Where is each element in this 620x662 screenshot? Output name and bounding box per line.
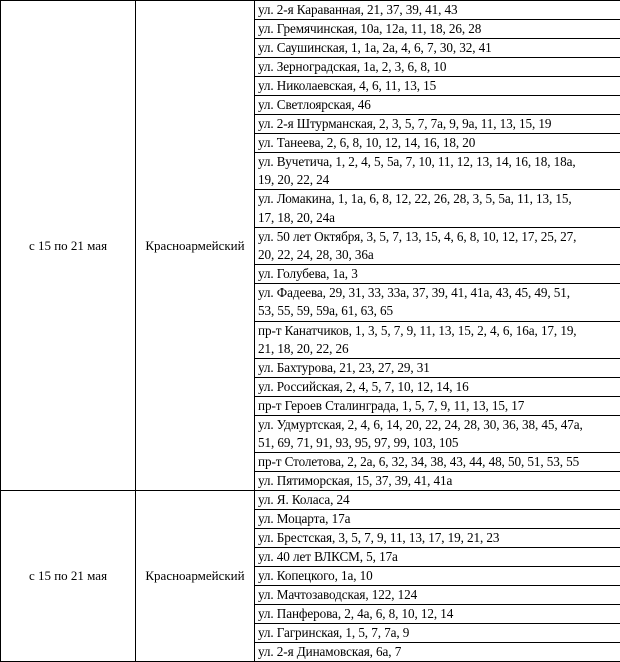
address-line	[255, 58, 620, 77]
address-line	[255, 20, 620, 39]
address-text: ул. 50 лет Октября, 3, 5, 7, 13, 15, 4, 6, 8, 10, 12, 17, 25, 27,	[258, 228, 620, 246]
address-text: пр-т Героев Сталинграда, 1, 5, 7, 9, 11, 13, 15, 17	[258, 397, 620, 415]
address-text: 21, 18, 20, 22, 26	[258, 340, 620, 358]
address-line	[255, 153, 620, 190]
address-text: пр-т Канатчиков, 1, 3, 5, 7, 9, 11, 13, 15, 2, 4, 6, 16а, 17, 19,	[258, 322, 620, 340]
address-text: ул. Брестская, 3, 5, 7, 9, 11, 13, 17, 19, 21, 23	[258, 529, 620, 547]
address-list-cell	[255, 491, 620, 662]
address-line	[255, 39, 620, 58]
address-line	[255, 359, 620, 378]
address-text: ул. Ломакина, 1, 1а, 6, 8, 12, 22, 26, 28, 3, 5, 5а, 11, 13, 15,	[258, 190, 620, 208]
date-cell: с 15 по 21 мая	[1, 1, 136, 491]
address-text: ул. Саушинская, 1, 1а, 2а, 4, 6, 7, 30, 32, 41	[258, 39, 620, 57]
district-cell: Красноармейский	[136, 1, 255, 491]
address-text: ул. Удмуртская, 2, 4, 6, 14, 20, 22, 24, 28, 30, 36, 38, 45, 47а,	[258, 416, 620, 434]
schedule-table-body	[1, 1, 620, 662]
address-text: пр-т Столетова, 2, 2а, 6, 32, 34, 38, 43, 44, 48, 50, 51, 53, 55	[258, 453, 620, 471]
address-line	[255, 491, 620, 510]
address-text: ул. Панферова, 2, 4а, 6, 8, 10, 12, 14	[258, 605, 620, 623]
schedule-row	[1, 1, 620, 491]
address-line	[255, 190, 620, 227]
address-line	[255, 378, 620, 397]
address-text: ул. Я. Коласа, 24	[258, 491, 620, 509]
address-line	[255, 643, 620, 661]
address-line	[255, 228, 620, 265]
address-line	[255, 416, 620, 453]
address-list-cell	[255, 1, 620, 491]
schedule-row	[1, 491, 620, 662]
address-text: 51, 69, 71, 91, 93, 95, 97, 99, 103, 105	[258, 434, 620, 452]
address-text: ул. 2-я Штурманская, 2, 3, 5, 7, 7а, 9, 9а, 11, 13, 15, 19	[258, 115, 620, 133]
address-text: ул. Зерноградская, 1а, 2, 3, 6, 8, 10	[258, 58, 620, 76]
address-text: ул. Светлоярская, 46	[258, 96, 620, 114]
address-text: ул. Копецкого, 1а, 10	[258, 567, 620, 585]
address-text: ул. Гагринская, 1, 5, 7, 7а, 9	[258, 624, 620, 642]
address-text: 53, 55, 59, 59а, 61, 63, 65	[258, 302, 620, 320]
address-line	[255, 510, 620, 529]
address-line	[255, 77, 620, 96]
address-line	[255, 567, 620, 586]
address-line	[255, 453, 620, 472]
address-text: ул. Голубева, 1а, 3	[258, 265, 620, 283]
address-line	[255, 284, 620, 321]
address-text: 20, 22, 24, 28, 30, 36а	[258, 246, 620, 264]
address-line	[255, 529, 620, 548]
address-text: ул. Вучетича, 1, 2, 4, 5, 5а, 7, 10, 11, 12, 13, 14, 16, 18, 18а,	[258, 153, 620, 171]
address-line	[255, 472, 620, 490]
date-cell: с 15 по 21 мая	[1, 491, 136, 662]
address-text: ул. Российская, 2, 4, 5, 7, 10, 12, 14, 16	[258, 378, 620, 396]
address-line	[255, 1, 620, 20]
address-line	[255, 134, 620, 153]
address-text: ул. Николаевская, 4, 6, 11, 13, 15	[258, 77, 620, 95]
address-line	[255, 96, 620, 115]
address-text: ул. Танеева, 2, 6, 8, 10, 12, 14, 16, 18, 20	[258, 134, 620, 152]
address-text: ул. Бахтурова, 21, 23, 27, 29, 31	[258, 359, 620, 377]
address-line	[255, 624, 620, 643]
address-line	[255, 605, 620, 624]
address-line	[255, 265, 620, 284]
address-text: ул. 2-я Караванная, 21, 37, 39, 41, 43	[258, 1, 620, 19]
address-line	[255, 548, 620, 567]
address-text: ул. Мачтозаводская, 122, 124	[258, 586, 620, 604]
district-cell: Красноармейский	[136, 491, 255, 662]
address-text: 17, 18, 20, 24а	[258, 209, 620, 227]
address-text: ул. Гремячинская, 10а, 12а, 11, 18, 26, 28	[258, 20, 620, 38]
address-line	[255, 322, 620, 359]
address-text: ул. Моцарта, 17а	[258, 510, 620, 528]
address-line	[255, 397, 620, 416]
address-text: 19, 20, 22, 24	[258, 171, 620, 189]
address-line	[255, 115, 620, 134]
address-line	[255, 586, 620, 605]
address-text: ул. 40 лет ВЛКСМ, 5, 17а	[258, 548, 620, 566]
address-text: ул. 2-я Динамовская, 6а, 7	[258, 643, 620, 661]
address-text: ул. Пятиморская, 15, 37, 39, 41, 41а	[258, 472, 620, 490]
address-text: ул. Фадеева, 29, 31, 33, 33а, 37, 39, 41, 41а, 43, 45, 49, 51,	[258, 284, 620, 302]
